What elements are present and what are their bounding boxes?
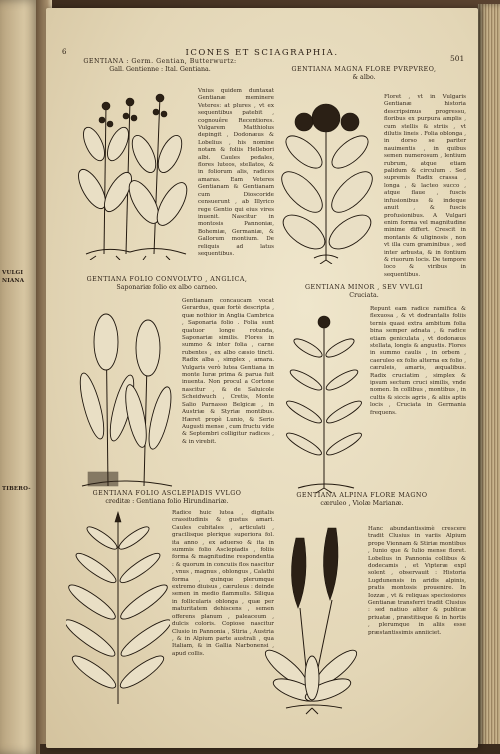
entry-text: Radice huic lutea , digitalis crassitudinis & gustus amari. Caules cubitales , articulati , gracilisque plerique superiora fol. ita anno , ex aduerso & ita in summis folio Asclepiadis , foliis forma & magnitudine respondentia : & quorum in concuiis flos nascitur , vnus , magnus , oblongus , Calathi forma , quinque plerumque extremo diuisus , cæruleus : deinde semen in medio flammulis. Siliqua in follicularis oblonga , quæ per maturitatem dehiscens , semen offerens planum , paleaceum , dulcis coloris. Copiose nascitur Clusio in Pannonia , Stiria , Austria , & in Alpium parte australi , qua Italiam, & in Gallia Narbonensi , apud collis.	[172, 510, 274, 657]
entry-text: Floret , vt in Vulgaris Gentianæ historia descripsimus progressu, floribus ex purpura amplis , cum stellis & striis , vt dilutis lineis . Folia oblonga , in dorso se pariter nauimentis , in quibus semen numerosum , lentium rubrum, atque etiam palidum & circulum . Sed supremis Radix crassa , longa , & lacteo succo , atque flaue , fuscis infusionibus & indeque anuit , & fuscis profusionibus. A Vulgari enim forma vel magnitudine minime differt. Crescit in montanis & uliginosis , non vt illa cum graminibus , sed inter arbusta, & in fontium & riuorum locis. De tempore loco & viribus in sequentibus.	[384, 94, 466, 278]
gentiana-cruciata-woodcut	[278, 308, 368, 494]
running-head: ICONES ET SCIAGRAPHIA.	[185, 48, 339, 58]
entry-text: Vnius quidem duntaxat Gentianæ meminere Veteres: at plures , vt ex sequentibus patebit , cognouêre Recentiores. Vulgarem Matthiolus depingit , Dodonæus & Lobelius , his nomine notam & foliis Hellebori albi. Caules pedales, flores luteos, stellatos, & in foliorum alis, radices amaras. Eam Veteres Gentianam & Gentianam cum Dioscoride censuerunt , ab Illyrico rege Gentio qui eius vires inuenit. Nascitur in montosis Pannoniæ, Bohemiæ, Germaniæ, & Gallorum montium. De reliquis ad latus sequentibus.	[198, 88, 274, 257]
left-page-heading: TIBERO-	[2, 486, 31, 492]
entry-text: Gentianam concaucam vocat Gerardus, quæ fortè descripta , quæ nothior in Anglia Cambrica , Saponaria folio . Folia sunt quatuor longe rotunda, Saponariæ similis. Flores in summo & inter folia , carne rubentes , ex albo cæsio tincti. Radix alba , simplex , amara. Vulgaris verò lutea Gentiana in monte Iuræ prima & parua fuit inuenta. Non procul a Cortone nascitur , & de Saluicole Scheidwuch , Cretis, Monte Salio Parnasso Belgicæ , in Austriæ & Styriæ montibus. Hæret propè Lunio, & Serio Augusti mense , cum fructu vide & Septembri colligitur radices , & in virebit.	[182, 298, 275, 445]
entry-caption: GENTIANA FOLIO CONVOLVTO , ANGLICA, Saponariæ folio ex albo carneo.	[86, 276, 248, 292]
entry-caption: GENTIANA MINOR , SEV VVLGI Cruciata.	[304, 284, 424, 300]
entry-caption: GENTIANA MAGNA FLORE PVRPVREO, & albo.	[291, 66, 437, 82]
page-number-right: 501	[450, 54, 465, 63]
gentiana-purpurea-woodcut	[274, 92, 382, 264]
gentiana-concava-woodcut	[62, 296, 182, 492]
entry-text: Repunt eam radice ramifica & flexuosa , & vt dodrantalis foliis ternis quasi extra ambitum folia bina semper adnata , & radice etiam geniculata , vt dodonæus stellata, longis & angustis. Flores in summo caulis , in orbem , caeruleo ex folio alterna ex folio , cæruleis, amaris, æqualibus. Radix cruciatim , simplex & ipsum sectum cruci similis, vnde nomen. In collibus , montibus , in cultis & siccis agris , & aliis aptis locis , Cruciata in Germania frequens.	[370, 306, 466, 416]
left-page	[0, 0, 40, 754]
left-page-heading: VULGI	[2, 270, 24, 276]
gentiana-asclepiadea-woodcut	[66, 508, 170, 708]
entry-text: Hanc abundantissimè crescere tradit Clusius in variis Alpium prope Viennam & Stiriæ montibus , Iunio que & Iulio mense floret. Lobelius in Pannonia collibus & dodecamis , et Vipteræ expl solent , observauit : Historia Lugdunensis in aridis alpinis, pratis montosis prouenire. In Iozzæ , vt & reliquas speciosiores Gentianæ transferri tradit Clusius : sed natiuo aliter & publicæ priuatæ , præstitisque & in hortis , plerumque in aliis esse præstantissimis anniiciet.	[368, 526, 466, 636]
book-page	[46, 8, 478, 748]
entry-caption: GENTIANA FOLIO ASCLEPIADIS VVLGO creditæ : Gentiana folio Hirundinariæ.	[92, 490, 242, 506]
gentiana-lutea-woodcut	[66, 84, 196, 260]
left-page-heading: NIANA	[2, 278, 25, 284]
page-edges	[478, 4, 500, 752]
entry-caption: GENTIANA : Germ. Gentian, Butterwurtz: Gall. Gentienne : Ital. Gentiana.	[83, 58, 237, 74]
entry-caption: GENTIANA ALPINA FLORE MAGNO cæruleo , Violæ Marianæ.	[296, 492, 428, 508]
gentiana-acaulis-woodcut	[256, 518, 364, 718]
page-number-left: 6	[62, 48, 67, 56]
